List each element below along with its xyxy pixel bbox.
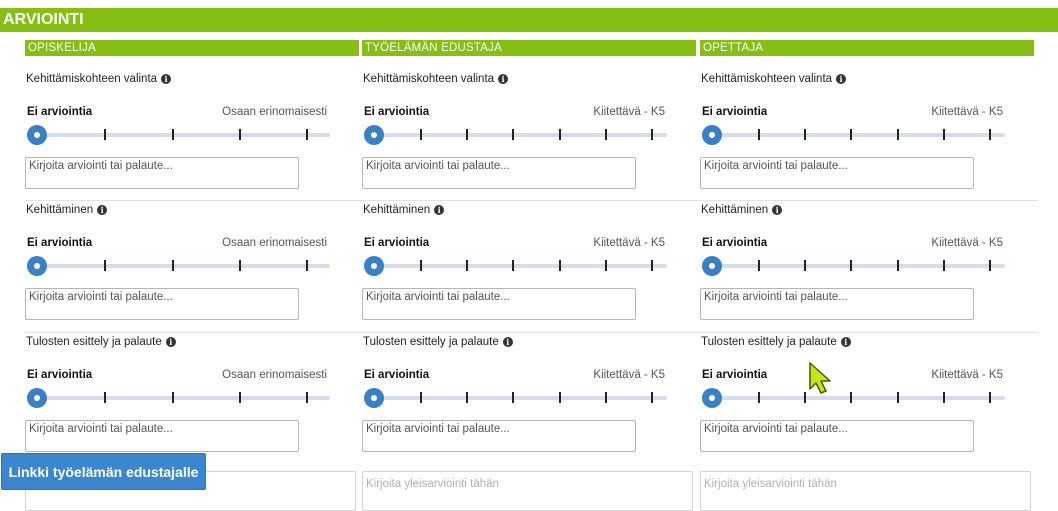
slider-tick: [104, 392, 106, 403]
rating-slider-track[interactable]: [712, 264, 1005, 268]
feedback-input[interactable]: [700, 420, 974, 452]
slider-tick: [804, 129, 806, 140]
slider-tick: [420, 392, 422, 403]
feedback-placeholder: Kirjoita arviointi tai palaute...: [366, 423, 510, 435]
slider-tick: [104, 129, 106, 140]
slider-tick: [239, 260, 241, 271]
feedback-input[interactable]: [25, 157, 299, 189]
rating-slider-handle[interactable]: [27, 388, 47, 408]
column-heading: TYÖELÄMÄN EDUSTAJA: [362, 40, 696, 56]
criterion-name: Kehittäminen: [701, 204, 769, 216]
rating-slider-track[interactable]: [374, 396, 667, 400]
rating-slider-handle[interactable]: [702, 256, 722, 276]
info-icon[interactable]: i: [498, 74, 508, 84]
current-level-label: Ei arviointia: [27, 369, 93, 381]
feedback-placeholder: Kirjoita arviointi tai palaute...: [29, 423, 173, 435]
slider-tick: [104, 260, 106, 271]
overall-placeholder: Kirjoita yleisarviointi tähän: [366, 478, 499, 490]
current-level-label: Ei arviointia: [364, 237, 430, 249]
slider-tick: [559, 129, 561, 140]
column-heading: OPISKELIJA: [25, 40, 359, 56]
criterion-name: Kehittäminen: [363, 204, 431, 216]
feedback-placeholder: Kirjoita arviointi tai palaute...: [366, 291, 510, 303]
slider-tick: [897, 260, 899, 271]
slider-tick: [651, 129, 653, 140]
feedback-input[interactable]: [25, 288, 299, 320]
max-level-label: Osaan erinomaisesti: [222, 369, 327, 381]
rating-slider-track[interactable]: [374, 264, 667, 268]
current-level-label: Ei arviointia: [27, 237, 93, 249]
mouse-cursor-icon: [808, 361, 834, 395]
max-level-label: Kiitettävä - K5: [593, 106, 665, 118]
slider-tick: [850, 392, 852, 403]
rating-slider-track[interactable]: [712, 396, 1005, 400]
feedback-input[interactable]: [700, 157, 974, 189]
rating-slider-track[interactable]: [37, 396, 330, 400]
slider-tick: [804, 260, 806, 271]
max-level-label: Kiitettävä - K5: [593, 369, 665, 381]
slider-tick: [466, 260, 468, 271]
slider-tick: [943, 260, 945, 271]
slider-tick: [758, 392, 760, 403]
feedback-placeholder: Kirjoita arviointi tai palaute...: [29, 291, 173, 303]
criterion-name: Tulosten esittely ja palaute: [26, 336, 162, 348]
feedback-input[interactable]: [25, 420, 299, 452]
overall-assessment-workplace[interactable]: [362, 471, 693, 511]
criterion-label: [701, 336, 851, 348]
slider-tick: [172, 260, 174, 271]
slider-tick: [804, 392, 806, 403]
max-level-label: Kiitettävä - K5: [931, 237, 1003, 249]
max-level-label: Kiitettävä - K5: [593, 237, 665, 249]
slider-tick: [512, 129, 514, 140]
criterion-label: [26, 204, 107, 216]
criterion-name: Tulosten esittely ja palaute: [363, 336, 499, 348]
slider-tick: [559, 260, 561, 271]
criterion-label: [26, 336, 176, 348]
rating-slider-track[interactable]: [712, 133, 1005, 137]
slider-tick: [420, 260, 422, 271]
criterion-label: [363, 204, 444, 216]
feedback-placeholder: Kirjoita arviointi tai palaute...: [704, 423, 848, 435]
criterion-separator: [25, 200, 1038, 201]
slider-tick: [605, 260, 607, 271]
feedback-input[interactable]: [362, 288, 636, 320]
feedback-placeholder: Kirjoita arviointi tai palaute...: [704, 291, 848, 303]
slider-tick: [850, 260, 852, 271]
criterion-separator: [25, 332, 1038, 333]
column-heading: OPETTAJA: [700, 40, 1034, 56]
criterion-name: Kehittämiskohteen valinta: [701, 73, 833, 85]
slider-tick: [943, 129, 945, 140]
criterion-label: [701, 204, 782, 216]
slider-tick: [943, 392, 945, 403]
info-icon[interactable]: i: [166, 337, 176, 347]
current-level-label: Ei arviointia: [702, 106, 768, 118]
section-header: [0, 8, 1058, 32]
rating-slider-track[interactable]: [37, 133, 330, 137]
current-level-label: Ei arviointia: [702, 237, 768, 249]
link-button-label: Linkki työelämän edustajalle: [8, 464, 199, 480]
current-level-label: Ei arviointia: [702, 369, 768, 381]
slider-tick: [466, 392, 468, 403]
feedback-input[interactable]: [700, 288, 974, 320]
info-icon[interactable]: i: [161, 74, 171, 84]
info-icon[interactable]: i: [772, 205, 782, 215]
feedback-input[interactable]: [362, 157, 636, 189]
slider-tick: [651, 260, 653, 271]
criterion-name: Tulosten esittely ja palaute: [701, 336, 837, 348]
info-icon[interactable]: i: [97, 205, 107, 215]
slider-tick: [512, 260, 514, 271]
slider-tick: [651, 392, 653, 403]
overall-placeholder: Kirjoita yleisarviointi tähän: [704, 478, 837, 490]
rating-slider-handle[interactable]: [702, 125, 722, 145]
criterion-label: [701, 73, 846, 85]
slider-tick: [989, 260, 991, 271]
criterion-label: [363, 73, 508, 85]
info-icon[interactable]: i: [836, 74, 846, 84]
link-to-workplace-representative-button[interactable]: [1, 453, 206, 490]
criterion-name: Kehittämiskohteen valinta: [363, 73, 495, 85]
slider-tick: [897, 129, 899, 140]
slider-tick: [605, 392, 607, 403]
slider-tick: [897, 392, 899, 403]
slider-tick: [989, 392, 991, 403]
slider-tick: [239, 129, 241, 140]
rating-slider-handle[interactable]: [27, 125, 47, 145]
max-level-label: Kiitettävä - K5: [931, 369, 1003, 381]
info-icon[interactable]: i: [434, 205, 444, 215]
top-border: [0, 0, 1058, 8]
slider-tick: [758, 260, 760, 271]
slider-tick: [466, 129, 468, 140]
max-level-label: Osaan erinomaisesti: [222, 237, 327, 249]
section-title: ARVIOINTI: [3, 11, 84, 28]
rating-slider-track[interactable]: [37, 264, 330, 268]
rating-slider-handle[interactable]: [364, 125, 384, 145]
slider-tick: [306, 129, 308, 140]
info-icon[interactable]: i: [841, 337, 851, 347]
criterion-name: Kehittämiskohteen valinta: [26, 73, 158, 85]
current-level-label: Ei arviointia: [27, 106, 93, 118]
rating-slider-handle[interactable]: [27, 256, 47, 276]
feedback-placeholder: Kirjoita arviointi tai palaute...: [29, 160, 173, 172]
slider-tick: [989, 129, 991, 140]
max-level-label: Kiitettävä - K5: [931, 106, 1003, 118]
overall-assessment-teacher[interactable]: [700, 471, 1031, 511]
feedback-placeholder: Kirjoita arviointi tai palaute...: [366, 160, 510, 172]
slider-tick: [306, 260, 308, 271]
criterion-label: [26, 73, 171, 85]
rating-slider-track[interactable]: [374, 133, 667, 137]
slider-tick: [512, 392, 514, 403]
feedback-placeholder: Kirjoita arviointi tai palaute...: [704, 160, 848, 172]
rating-slider-handle[interactable]: [702, 388, 722, 408]
slider-tick: [420, 129, 422, 140]
info-icon[interactable]: i: [503, 337, 513, 347]
current-level-label: Ei arviointia: [364, 369, 430, 381]
rating-slider-handle[interactable]: [364, 256, 384, 276]
slider-tick: [559, 392, 561, 403]
slider-tick: [306, 392, 308, 403]
slider-tick: [850, 129, 852, 140]
slider-tick: [605, 129, 607, 140]
criterion-name: Kehittäminen: [26, 204, 94, 216]
criterion-label: [363, 336, 513, 348]
rating-slider-handle[interactable]: [364, 388, 384, 408]
slider-tick: [172, 129, 174, 140]
slider-tick: [758, 129, 760, 140]
max-level-label: Osaan erinomaisesti: [222, 106, 327, 118]
slider-tick: [239, 392, 241, 403]
slider-tick: [172, 392, 174, 403]
current-level-label: Ei arviointia: [364, 106, 430, 118]
feedback-input[interactable]: [362, 420, 636, 452]
